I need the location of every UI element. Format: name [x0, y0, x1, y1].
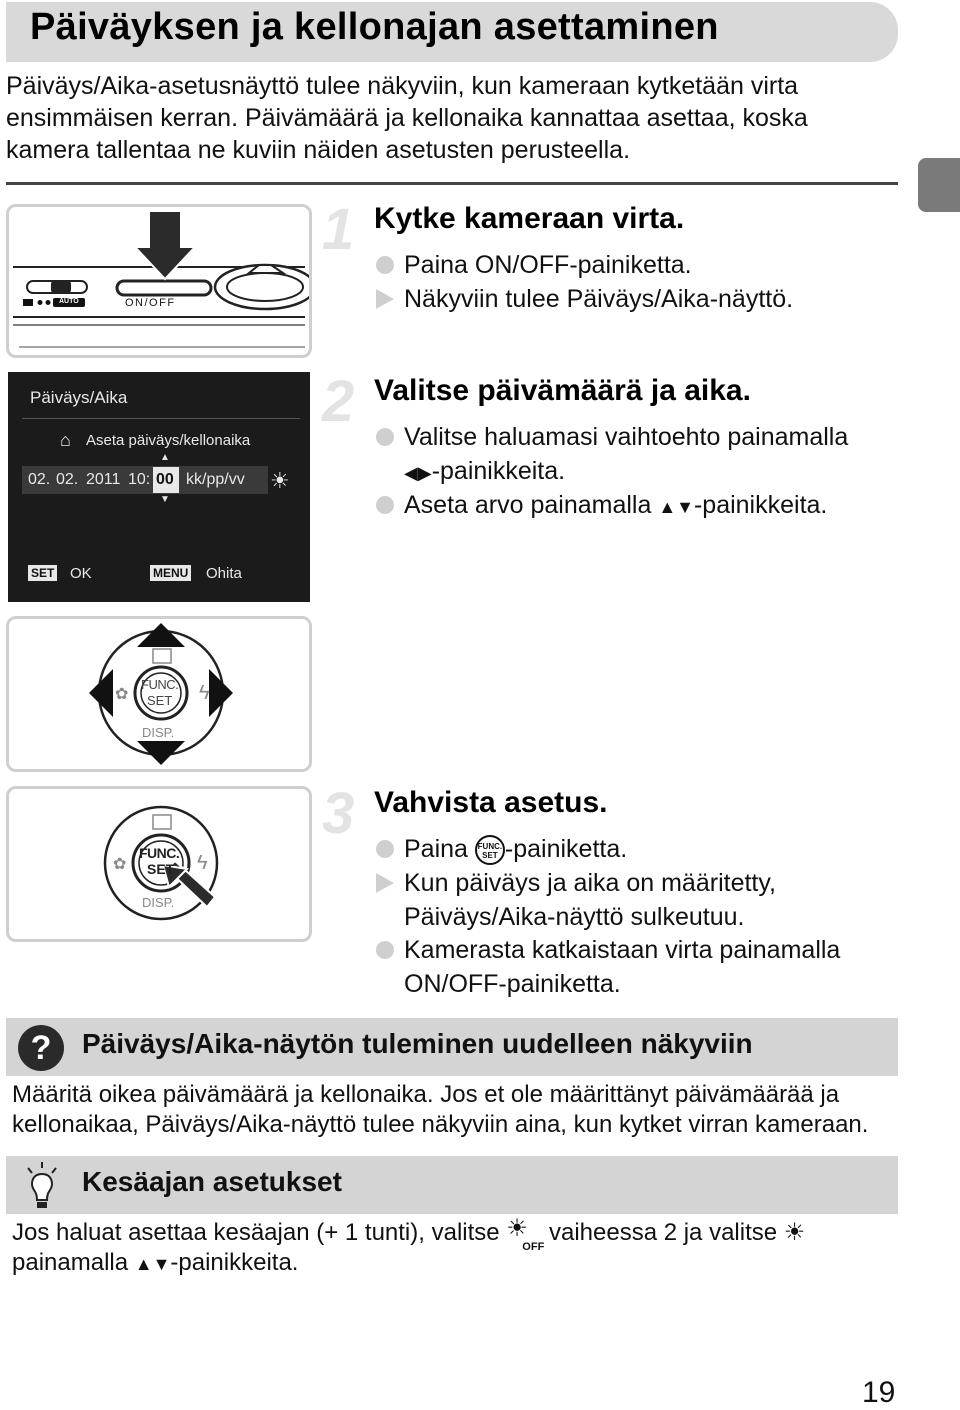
time-field-minute: 00	[156, 471, 174, 488]
dial-disp-label: DISP.	[142, 725, 175, 740]
step-3-bullet-2: Kun päiväys ja aika on määritetty, Päiväys/Aika-näyttö sulkeutuu.	[376, 866, 836, 934]
step-3-bullet-3: Kamerasta katkaistaan virta painamalla ON/OFF-painiketta.	[376, 933, 896, 1001]
circle-bullet-icon	[376, 256, 394, 274]
circle-bullet-icon	[376, 428, 394, 446]
step-2-heading: Valitse päivämäärä ja aika.	[374, 374, 751, 407]
note-1-heading: Päiväys/Aika-näytön tuleminen uudelleen näkyviin	[82, 1028, 753, 1059]
down-arrow-icon: ▼	[160, 494, 170, 505]
menu-button-icon: MENU	[150, 565, 191, 581]
question-icon: ?	[18, 1025, 64, 1071]
step-2-number: 2	[322, 369, 355, 434]
result-arrow-icon	[376, 289, 394, 309]
tip-heading: Kesäajan asetukset	[82, 1166, 342, 1197]
home-icon: ⌂	[60, 430, 71, 450]
dial-set-label: SET	[147, 693, 173, 708]
result-arrow-icon	[376, 873, 394, 893]
lightbulb-icon	[24, 1160, 60, 1212]
func-set-button-icon: FUNC. SET	[475, 835, 505, 865]
dst-on-icon: ☀	[783, 1219, 806, 1246]
circle-bullet-icon	[376, 941, 394, 959]
control-dial-arrows-illustration	[6, 616, 312, 772]
camera-top-illustration	[6, 204, 312, 358]
step-1-heading: Kytke kameraan virta.	[374, 202, 685, 235]
set-ok-label: OK	[70, 565, 92, 582]
dst-sun-icon: ☀	[270, 468, 290, 493]
left-right-arrows-icon: ◀▶	[404, 463, 432, 483]
step-3-bullet-1: Paina FUNC. SET -painiketta.	[376, 832, 916, 866]
on-off-label: ON/OFF	[125, 297, 176, 309]
step-1-bullet-1: Paina ON/OFF-painiketta.	[376, 248, 916, 282]
step-2-bullet-1: Valitse haluamasi vaihtoehto painamalla ◀▶-painikkeita.	[376, 420, 916, 490]
dst-off-icon: ☀ OFF	[506, 1214, 545, 1253]
svg-text:ϟ: ϟ	[197, 852, 208, 874]
set-button-icon: SET	[28, 565, 57, 581]
page-title: Päiväyksen ja kellonajan asettaminen	[30, 6, 719, 48]
auto-mode-label: AUTO	[59, 298, 79, 305]
screen-subheader: Aseta päiväys/kellonaika	[86, 432, 251, 449]
dial-disp-label: DISP.	[142, 895, 175, 910]
up-arrow-icon: ▲	[160, 452, 170, 463]
step-1-number: 1	[322, 197, 355, 262]
step-1-bullet-2: Näkyviin tulee Päiväys/Aika-näyttö.	[376, 282, 916, 316]
step-2-bullet-2: Aseta arvo painamalla ▲▼-painikkeita.	[376, 488, 916, 524]
menu-skip-label: Ohita	[206, 565, 242, 582]
dial-set-label: SET	[147, 861, 175, 877]
note-1-body: Määritä oikea päivämäärä ja kellonaika. Jos et ole määrittänyt päivämäärää ja kellonaikaa, Päiväys/Aika-näyttö tulee näkyviin aina, kun kytket virran kameraan.	[12, 1081, 869, 1138]
date-field-year: 2011	[86, 471, 121, 488]
dial-func-label: FUNC.	[141, 677, 179, 692]
step-3-number: 3	[322, 781, 355, 846]
svg-text:✿: ✿	[113, 856, 127, 873]
up-down-arrows-icon: ▲▼	[134, 1254, 171, 1274]
section-tab	[918, 158, 960, 212]
circle-bullet-icon	[376, 840, 394, 858]
dial-func-label: FUNC.	[139, 845, 180, 861]
date-field-day: 02.	[56, 471, 79, 488]
time-field-hour: 10:	[128, 471, 151, 488]
intro-text: Päiväys/Aika-asetusnäyttö tulee näkyviin, kun kameraan kytketään virta ensimmäisen kerran. Päivämäärä ja kellonaika kannattaa asettaa, koska kamera tallentaa ne kuviin näiden asetusten perusteella.	[6, 72, 808, 164]
svg-text:ϟ: ϟ	[199, 682, 210, 704]
divider	[6, 182, 898, 185]
date-format: kk/pp/vv	[186, 471, 245, 488]
date-field-month: 02.	[28, 471, 51, 488]
date-time-screen	[8, 372, 310, 602]
page-number: 19	[862, 1376, 896, 1409]
tip-body: Jos haluat asettaa kesäajan (+ 1 tunti), valitse ☀ OFF vaiheessa 2 ja valitse ☀ painamalla ▲▼-painikkeita.	[12, 1214, 806, 1276]
svg-text:✿: ✿	[115, 686, 129, 703]
circle-bullet-icon	[376, 496, 394, 514]
up-down-arrows-icon: ▲▼	[658, 497, 694, 517]
step-3-heading: Vahvista asetus.	[374, 786, 608, 819]
screen-header: Päiväys/Aika	[30, 388, 128, 407]
func-set-press-illustration	[6, 786, 312, 942]
